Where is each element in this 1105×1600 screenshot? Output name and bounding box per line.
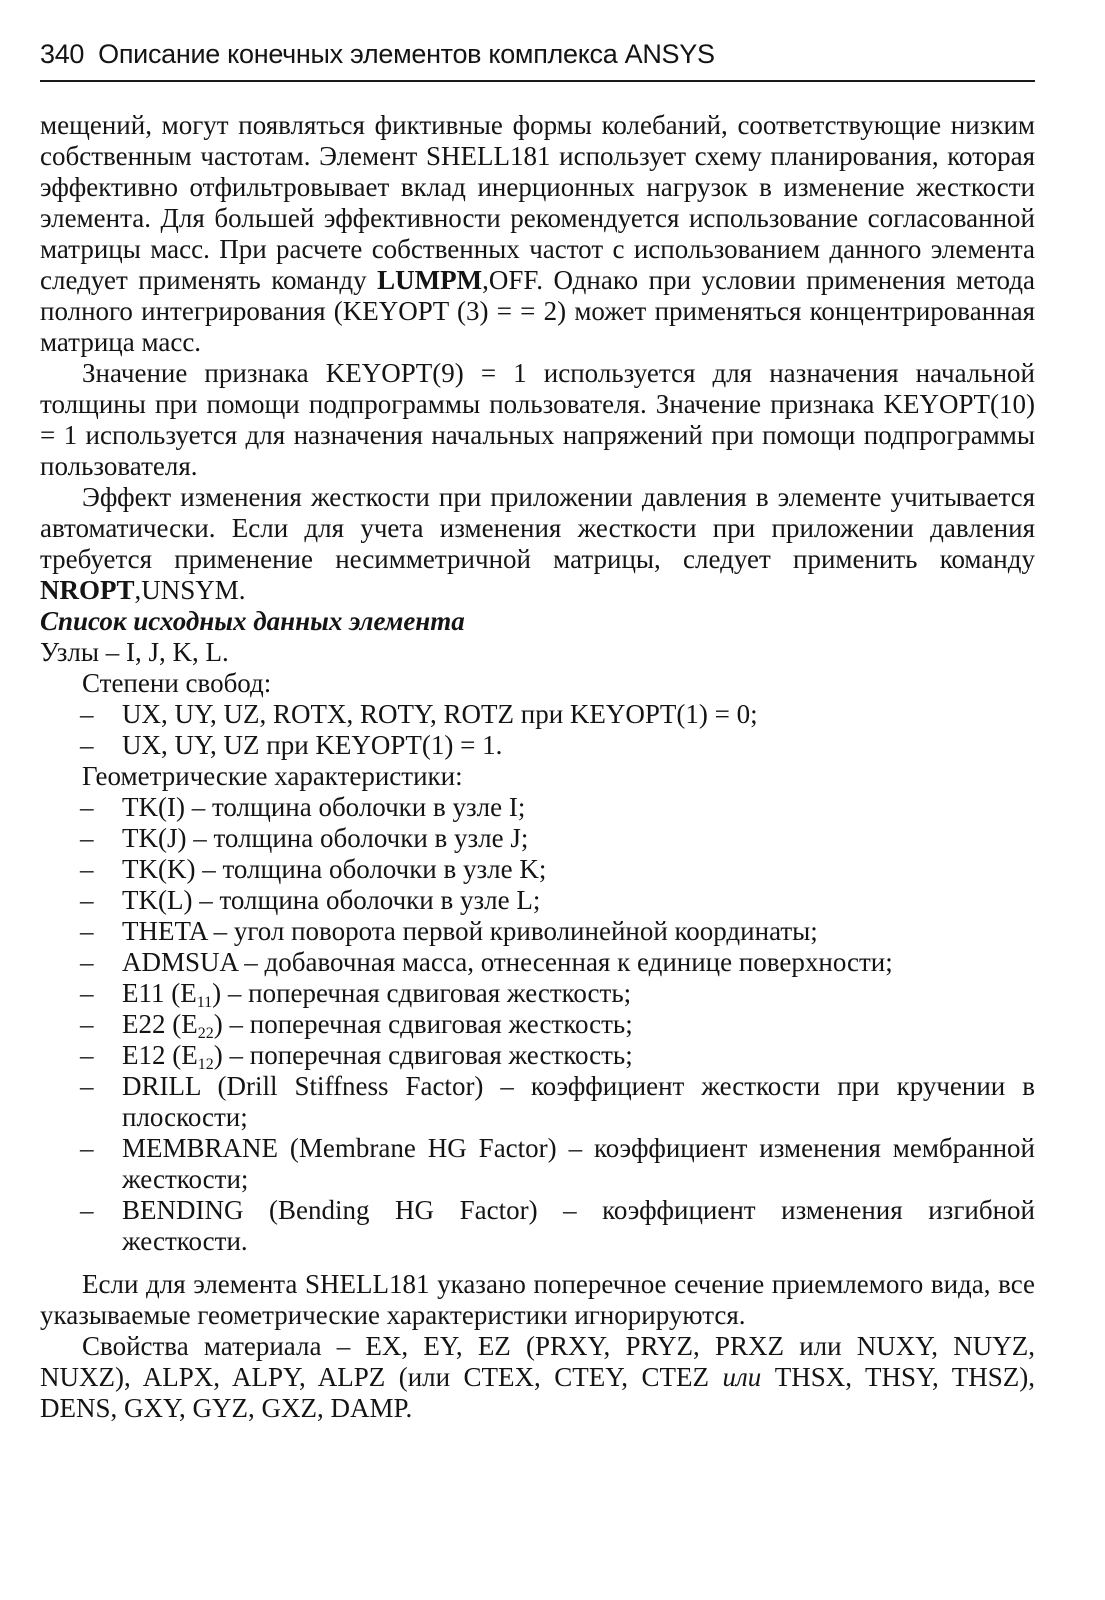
section-title: Список исходных данных элемента	[40, 606, 465, 636]
paragraph-text: мещений, могут появляться фиктивные формы колебаний, соответствующие низким собственным частотам. Элемент SHELL181 использует схему планирования, которая эффективно отфильтровывает вклад инерционных нагрузок в изменение жесткости элемента. Для большей эффективности рекомендуется использование согласованной матрицы масс. При расчете собственных частот с использованием данного элемента следует применять команду	[40, 110, 1035, 295]
list-item-text: TK(I) – толщина оболочки в узле I;	[122, 792, 526, 822]
list-item: – TK(K) – толщина оболочки в узле K;	[80, 854, 547, 884]
list-item-text: MEMBRANE (Membrane HG Factor) – коэффициент изменения мембранной жесткости;	[122, 1133, 1035, 1194]
page-body	[40, 110, 1035, 1424]
paragraph-text: Эффект изменения жесткости при приложении давления в элементе учитывается автоматически. Если для учета изменения жесткости при приложении давления требуется применение несимметричной матрицы, следует применить команду	[40, 482, 1035, 574]
property-subscript: 11	[196, 994, 213, 1011]
paragraph-pressure-stiffness	[40, 482, 1035, 606]
property-description: – поперечная сдвиговая жесткость;	[229, 1009, 633, 1039]
property-symbol: E	[181, 1009, 198, 1039]
list-item: – E12 $(E_{12})$ – поперечная сдвиговая жесткость;	[80, 1040, 633, 1073]
running-title: Описание конечных элементов комплекса ANSYS	[98, 39, 715, 69]
page-number: 340	[40, 39, 85, 69]
list-item-text: ADMSUA – добавочная масса, отнесенная к единице поверхности;	[122, 947, 893, 977]
list-item: – UX, UY, UZ при KEYOPT(1) = 1.	[80, 730, 503, 760]
property-name: E12	[122, 1040, 166, 1070]
list-item: – E11 $(E_{11})$ – поперечная сдвиговая жесткость;	[80, 978, 632, 1011]
list-item: – BENDING (Bending HG Factor) – коэффициент изменения изгибной жесткости.	[80, 1195, 1035, 1256]
page-header	[40, 34, 1035, 82]
dof-list	[40, 699, 1035, 761]
property-symbol: E	[181, 1040, 198, 1070]
property-description: – поперечная сдвиговая жесткость;	[227, 978, 632, 1008]
property-subscript: 22	[197, 1025, 214, 1042]
list-item-text: TK(L) – толщина оболочки в узле L;	[122, 885, 541, 915]
property-name: E11	[122, 978, 165, 1008]
list-item-text: UX, UY, UZ при KEYOPT(1) = 1.	[122, 730, 503, 760]
list-item: – TK(L) – толщина оболочки в узле L;	[80, 885, 541, 915]
list-item-text: BENDING (Bending HG Factor) – коэффициент изменения изгибной жесткости.	[122, 1195, 1035, 1256]
list-item-text: TK(K) – толщина оболочки в узле K;	[122, 854, 547, 884]
geometry-heading: Геометрические характеристики:	[82, 761, 463, 791]
command-nropt: NROPT	[40, 575, 135, 605]
property-symbol: E	[180, 978, 197, 1008]
list-item: – TK(J) – толщина оболочки в узле J;	[80, 823, 529, 853]
list-item: – UX, UY, UZ, ROTX, ROTY, ROTZ при KEYOPT(1) = 0;	[80, 699, 758, 729]
paragraph-text: ,OFF. Однако при условии применения метода полного интегрирования (KEYOPT (3) = = 2) может применяться концентрированная матрица масс.	[40, 265, 1035, 357]
list-item-text: THETA – угол поворота первой криволинейной координаты;	[122, 916, 818, 946]
list-item: – TK(I) – толщина оболочки в узле I;	[80, 792, 526, 822]
list-item: – DRILL (Drill Stiffness Factor) – коэффициент жесткости при кручении в плоскости;	[80, 1071, 1035, 1132]
property-description: – поперечная сдвиговая жесткость;	[229, 1040, 633, 1070]
list-item: – MEMBRANE (Membrane HG Factor) – коэффициент изменения мембранной жесткости;	[80, 1133, 1035, 1194]
nodes-line: Узлы – I, J, K, L.	[40, 637, 229, 667]
list-item: – E22 $(E_{22})$ – поперечная сдвиговая жесткость;	[80, 1009, 633, 1042]
geometry-list	[40, 792, 1035, 1257]
paragraph-material-properties	[40, 1331, 1035, 1424]
property-name: E22	[122, 1009, 166, 1039]
paragraph-section-note: Если для элемента SHELL181 указано поперечное сечение приемлемого вида, все указываемые геометрические характеристики игнорируются.	[40, 1269, 1035, 1330]
dof-heading: Степени свобод:	[82, 668, 272, 698]
paragraph-text: Свойства материала – EX, EY, EZ (PRXY, PRYZ, PRXZ или NUXY, NUYZ, NUXZ), ALPX, ALPY, ALPZ (или CTEX, CTEY, CTEZ	[40, 1331, 1035, 1392]
list-item: – THETA – угол поворота первой криволинейной координаты;	[80, 916, 818, 946]
property-subscript: 12	[197, 1056, 214, 1073]
emphasis-text: или	[722, 1362, 762, 1392]
paragraph-text: ,UNSYM.	[134, 575, 246, 605]
paragraph-mass-matrix	[40, 110, 1035, 358]
command-lumpm: LUMPM	[377, 265, 483, 295]
list-item: – ADMSUA – добавочная масса, отнесенная к единице поверхности;	[80, 947, 893, 977]
list-item-text: TK(J) – толщина оболочки в узле J;	[122, 823, 529, 853]
list-item-text: UX, UY, UZ, ROTX, ROTY, ROTZ при KEYOPT(1) = 0;	[122, 699, 758, 729]
paragraph-text: THSX, THSY, THSZ), DENS, GXY, GYZ, GXZ, DAMP.	[40, 1362, 1035, 1423]
paragraph-keyopt: Значение признака KEYOPT(9) = 1 используется для назначения начальной толщины при помощи подпрограммы пользователя. Значение признака KEYOPT(10) = 1 используется для назначения начальных напряжений при помощи подпрограммы пользователя.	[40, 358, 1035, 481]
list-item-text: DRILL (Drill Stiffness Factor) – коэффициент жесткости при кручении в плоскости;	[122, 1071, 1035, 1132]
